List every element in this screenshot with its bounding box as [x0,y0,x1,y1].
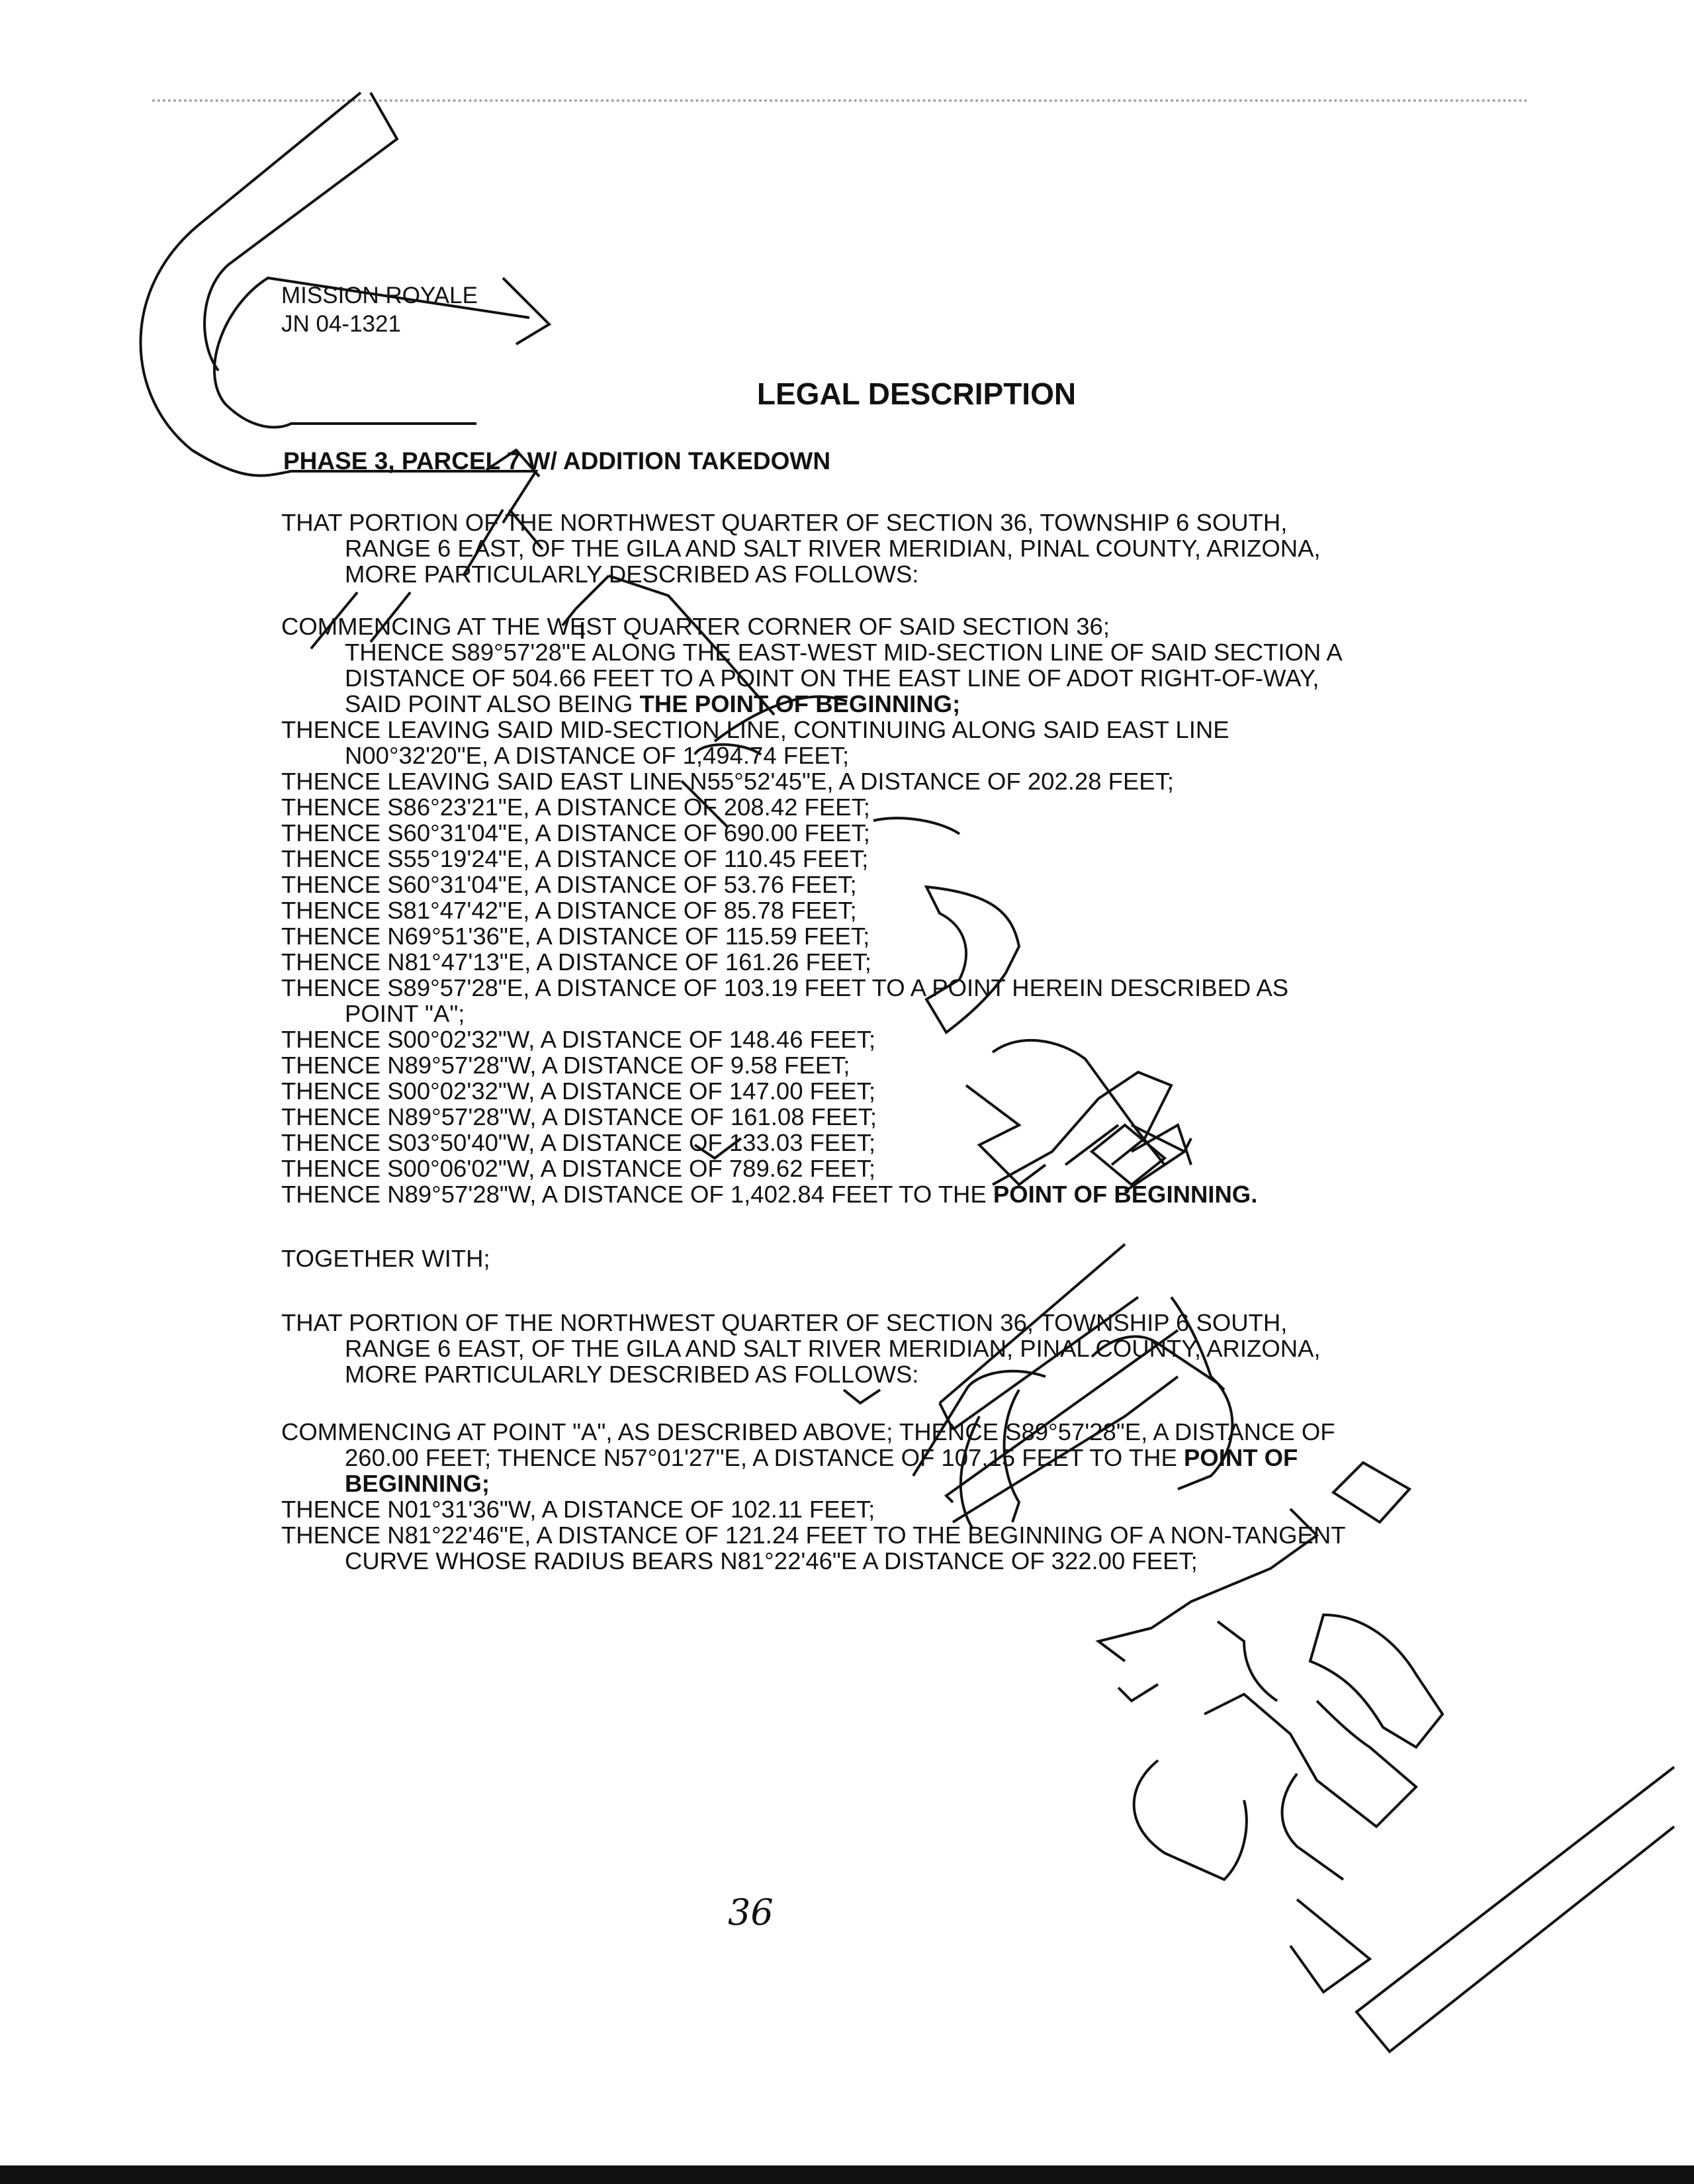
page-number: 36 [728,1891,774,1933]
point-of-beginning-bold: POINT OF BEGINNING. [993,1181,1258,1208]
course: THENCE S55°19'24"E, A DISTANCE OF 110.45 FEET; [281,845,869,872]
document-title: LEGAL DESCRIPTION [756,377,1077,411]
course: THENCE S86°23'21"E, A DISTANCE OF 208.42 FEET; [281,794,870,821]
job-number: JN 04-1321 [281,311,401,337]
section1-last-course: THENCE N89°57'28"W, A DISTANCE OF 1,402.84 FEET TO THE POINT OF BEGINNING. [281,1181,1258,1208]
course: THENCE S00°02'32"W, A DISTANCE OF 147.00 FEET; [281,1077,876,1105]
course: THENCE S60°31'04"E, A DISTANCE OF 690.00 FEET; [281,819,870,846]
course: THENCE N89°57'28"W, A DISTANCE OF 9.58 FEET; [281,1052,850,1079]
scan-bottom-edge [0,2165,1694,2184]
section1-intro: THAT PORTION OF THE NORTHWEST QUARTER OF SECTION 36, TOWNSHIP 6 SOUTH, RANGE 6 EAST, OF THE GILA AND SALT RIVER MERIDIAN, PINAL COUNTY, ARIZONA, MORE PARTICULARLY DESCRIBED AS FOLLOWS: [281,509,1321,588]
course: THENCE S03°50'40"W, A DISTANCE OF 133.03 FEET; [281,1129,876,1156]
project-name: MISSION ROYALE [281,283,478,308]
together-with: TOGETHER WITH; [281,1245,490,1272]
course: THENCE S60°31'04"E, A DISTANCE OF 53.76 FEET; [281,871,857,898]
course: THENCE N89°57'28"W, A DISTANCE OF 161.08 FEET; [281,1103,877,1130]
point-of-beginning-bold: POINT OF BEGINNING; [345,1444,1298,1497]
course: THENCE LEAVING SAID EAST LINE N55°52'45"E, A DISTANCE OF 202.28 FEET; [281,768,1175,795]
document-subtitle: PHASE 3, PARCEL 7 W/ ADDITION TAKEDOWN [283,447,831,475]
course: THENCE N01°31'36"W, A DISTANCE OF 102.11 FEET; [281,1496,875,1523]
course: THENCE S00°06'02"W, A DISTANCE OF 789.62 FEET; [281,1155,876,1182]
point-of-beginning-bold: THE POINT OF BEGINNING; [639,690,961,717]
watermark-letter-l [1357,1767,1674,2052]
section1-commencing: COMMENCING AT THE WEST QUARTER CORNER OF SAID SECTION 36; [281,613,1110,640]
course: THENCE N81°47'13"E, A DISTANCE OF 161.26 FEET; [281,948,871,976]
section2-intro: THAT PORTION OF THE NORTHWEST QUARTER OF SECTION 36, TOWNSHIP 6 SOUTH, RANGE 6 EAST, OF THE GILA AND SALT RIVER MERIDIAN, PINAL COUNTY, ARIZONA, MORE PARTICULARLY DESCRIBED AS FOLLOWS: [281,1309,1321,1388]
section2-commencing: COMMENCING AT POINT "A", AS DESCRIBED ABOVE; THENCE S89°57'28"E, A DISTANCE OF 260.00 FEET; THENCE N57°01'27"E, A DISTANCE OF 107.15 FEET TO THE POINT OF BEGINNING; [281,1418,1335,1497]
course: THENCE S00°02'32"W, A DISTANCE OF 148.46 FEET; [281,1026,876,1053]
legal-description-body [281,510,1353,1574]
course: THENCE N69°51'36"E, A DISTANCE OF 115.59 FEET; [281,923,870,950]
course: THENCE S81°47'42"E, A DISTANCE OF 85.78 FEET; [281,897,857,924]
section1-first-course: THENCE S89°57'28"E ALONG THE EAST-WEST MID-SECTION LINE OF SAID SECTION A DISTANCE OF 504.66 FEET TO A POINT ON THE EAST LINE OF ADOT RIGHT-OF-WAY, SAID POINT ALSO BEING THE POINT OF BEGINNING; [345,639,1341,717]
course: THENCE LEAVING SAID MID-SECTION LINE, CONTINUING ALONG SAID EAST LINE N00°32'20"E, A DISTANCE OF 1,494.74 FEET; [281,716,1229,769]
course: THENCE S89°57'28"E, A DISTANCE OF 103.19 FEET TO A POINT HEREIN DESCRIBED AS POINT "A"; [281,974,1289,1027]
course: THENCE N81°22'46"E, A DISTANCE OF 121.24 FEET TO THE BEGINNING OF A NON-TANGENT CURVE WHOSE RADIUS BEARS N81°22'46"E A DISTANCE OF 322.00 FEET; [281,1522,1345,1574]
